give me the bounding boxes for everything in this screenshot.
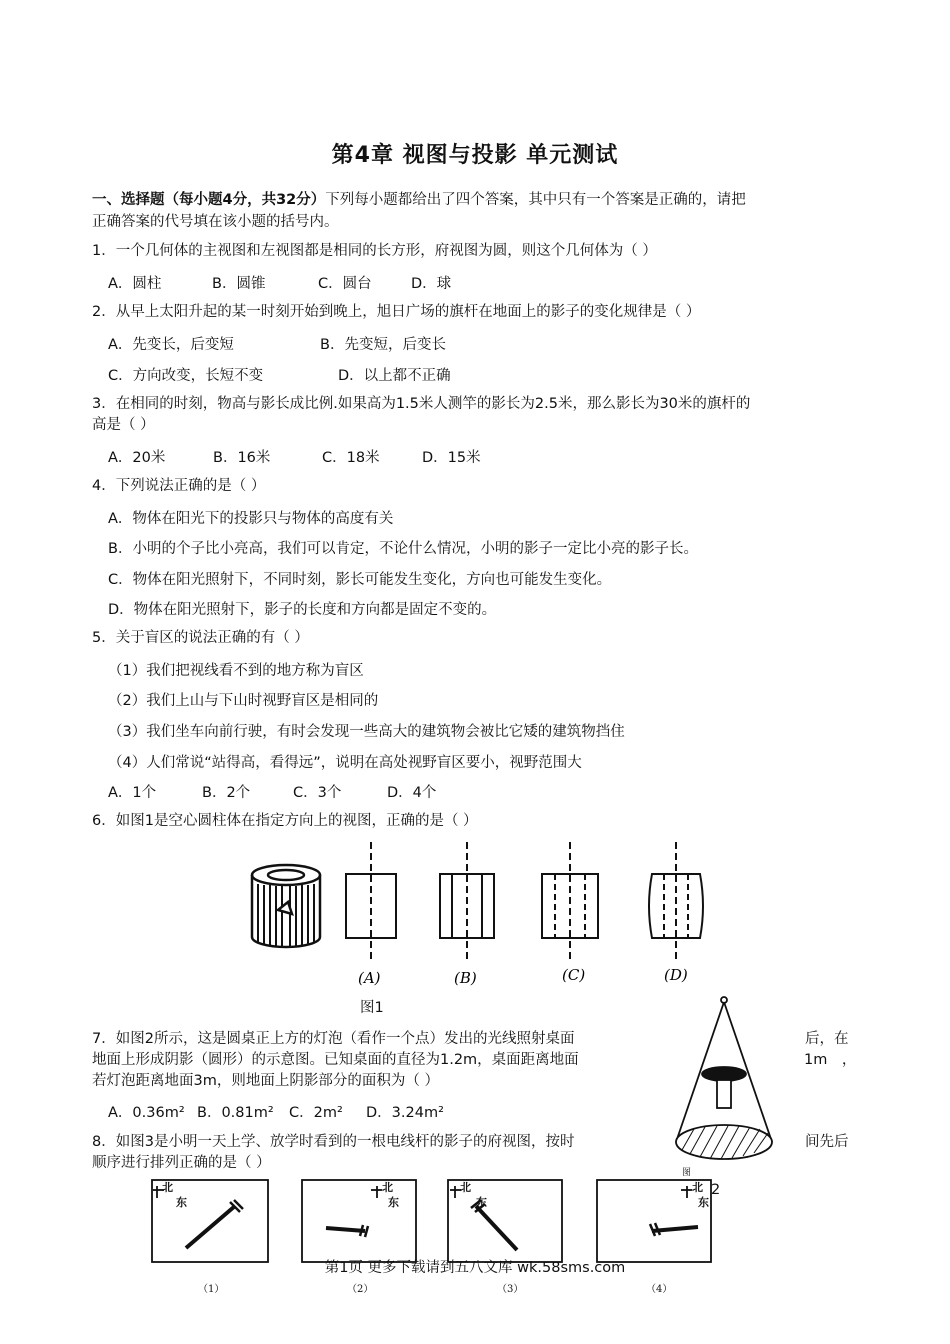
q7-option-d: D．3.24m²	[366, 1105, 444, 1121]
q7-option-a: A．0.36m²	[108, 1105, 185, 1121]
section-intro-a: 下列每小题都给出了四个答案，其中只有一个答案是正确的，请把	[325, 192, 746, 208]
figure-1-caption: 图1	[360, 1000, 384, 1016]
question-6-stem: 6．如图1是空心圆柱体在指定方向上的视图，正确的是（ ）	[92, 813, 478, 829]
figure-1	[240, 840, 740, 990]
panel-3-east: 东	[476, 1196, 487, 1209]
q5-item-1: （1）我们把视线看不到的地方称为盲区	[108, 663, 364, 679]
fig1-label-d: (D)	[664, 966, 688, 984]
question-8-line1-end: 间先后	[805, 1134, 849, 1150]
panel-1-north: 北	[162, 1181, 173, 1194]
q7-option-c: C．2m²	[289, 1105, 343, 1121]
q3-option-b: B．16米	[213, 450, 271, 466]
panel-1-east: 东	[176, 1196, 187, 1209]
figure-2-caption-a: 图	[682, 1168, 692, 1178]
question-4-stem: 4．下列说法正确的是（ ）	[92, 478, 266, 494]
q5-item-2: （2）我们上山与下山时视野盲区是相同的	[108, 693, 379, 709]
fig1-label-b: (B)	[454, 969, 477, 987]
question-7-line2-end: 1m ，	[804, 1052, 857, 1068]
section-intro-line1	[92, 190, 746, 210]
question-3-stem-b: 高是（ ）	[92, 417, 155, 433]
q1-option-a: A．圆柱	[108, 276, 162, 292]
view-c-drawing	[542, 842, 598, 962]
q3-option-a: A．20米	[108, 450, 166, 466]
q5-option-d: D．4个	[387, 785, 437, 801]
fig1-label-a: (A)	[358, 969, 381, 987]
q2-option-b: B．先变短，后变长	[320, 337, 446, 353]
panel-3-label: （3）	[497, 1284, 524, 1295]
hollow-cylinder-drawing	[252, 865, 320, 947]
figure-2	[668, 992, 788, 1182]
figure-3	[150, 1176, 730, 1298]
shadow-panel-2	[302, 1180, 416, 1262]
fig1-label-c: (C)	[562, 966, 586, 984]
section-intro-line2: 正确答案的代号填在该小题的括号内。	[92, 214, 339, 230]
table-top-drawing	[702, 1067, 746, 1081]
q2-option-d: D．以上都不正确	[338, 368, 451, 384]
view-b-drawing	[440, 842, 494, 962]
q3-option-c: C．18米	[322, 450, 380, 466]
question-7-line1-end: 后，在	[805, 1031, 849, 1047]
page-footer: 第1页 更多下载请到五八文库 wk.58sms.com	[324, 1260, 626, 1276]
question-8-line1: 8．如图3是小明一天上学、放学时看到的一根电线杆的影子的府视图，按时	[92, 1134, 575, 1150]
question-8-line2: 顺序进行排列正确的是（ ）	[92, 1155, 271, 1171]
view-a-drawing	[346, 842, 396, 962]
q4-option-b: B．小明的个子比小亮高，我们可以肯定，不论什么情况，小明的影子一定比小亮的影子长。	[108, 541, 698, 557]
q1-option-b: B．圆锥	[212, 276, 266, 292]
panel-3-north: 北	[460, 1181, 471, 1194]
q4-option-a: A．物体在阳光下的投影只与物体的高度有关	[108, 511, 394, 527]
q2-option-c: C．方向改变，长短不变	[108, 368, 264, 384]
q5-item-4: （4）人们常说“站得高，看得远”，说明在高处视野盲区要小，视野范围大	[108, 755, 582, 771]
q7-option-b: B．0.81m²	[197, 1105, 274, 1121]
q2-option-a: A．先变长，后变短	[108, 337, 234, 353]
q1-option-c: C．圆台	[318, 276, 372, 292]
panel-4-label: （4）	[646, 1284, 673, 1295]
question-3-stem-a: 3．在相同的时刻，物高与影长成比例.如果高为1.5米人测竿的影长为2.5米，那么影长为30米的旗杆的	[92, 396, 751, 412]
q3-option-d: D．15米	[422, 450, 481, 466]
view-d-drawing	[649, 842, 703, 962]
page-title: 第4章 视图与投影 单元测试	[331, 143, 619, 168]
question-5-stem: 5．关于盲区的说法正确的有（ ）	[92, 630, 309, 646]
question-2-stem: 2．从早上太阳升起的某一时刻开始到晚上，旭日广场的旗杆在地面上的影子的变化规律是（ ）	[92, 304, 701, 320]
q5-option-c: C．3个	[293, 785, 342, 801]
q4-option-c: C．物体在阳光照射下，不同时刻，影长可能发生变化，方向也可能发生变化。	[108, 572, 612, 588]
panel-2-label: （2）	[347, 1284, 374, 1295]
panel-2-north: 北	[382, 1181, 393, 1194]
panel-1-label: （1）	[198, 1284, 225, 1295]
panel-2-east: 东	[388, 1196, 399, 1209]
panel-4-east: 东	[698, 1196, 709, 1209]
figure-2-caption-b: 2	[711, 1182, 721, 1198]
question-7-line2: 地面上形成阴影（圆形）的示意图。已知桌面的直径为1.2m，桌面距离地面	[92, 1052, 579, 1068]
q5-option-b: B．2个	[202, 785, 251, 801]
q5-option-a: A．1个	[108, 785, 157, 801]
question-7-line3: 若灯泡距离地面3m，则地面上阴影部分的面积为（ ）	[92, 1073, 439, 1089]
question-7-line1: 7．如图2所示，这是圆桌正上方的灯泡（看作一个点）发出的光线照射桌面	[92, 1031, 575, 1047]
q4-option-d: D．物体在阳光照射下，影子的长度和方向都是固定不变的。	[108, 602, 497, 618]
question-1-stem: 1．一个几何体的主视图和左视图都是相同的长方形，府视图为圆，则这个几何体为（ ）	[92, 243, 657, 259]
section-heading: 一、选择题（每小题4分，共32分）	[92, 192, 326, 208]
q5-item-3: （3）我们坐车向前行驶，有时会发现一些高大的建筑物会被比它矮的建筑物挡住	[108, 724, 625, 740]
panel-4-north: 北	[692, 1181, 703, 1194]
q1-option-d: D．球	[411, 276, 452, 292]
